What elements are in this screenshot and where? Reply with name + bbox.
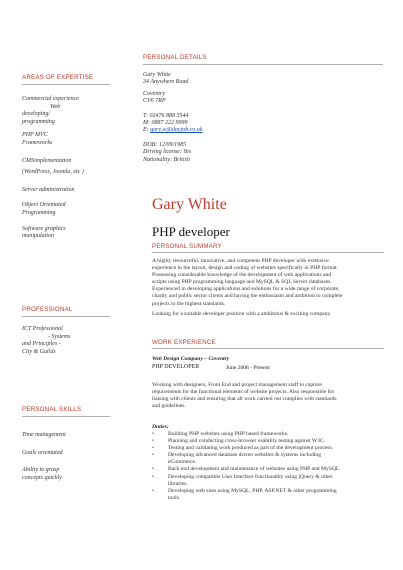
skill-item: concepts quickly: [22, 474, 62, 481]
expertise-list: [22, 96, 114, 241]
personal-skills-heading: PERSONAL SKILLS: [22, 406, 82, 413]
summary-line: charity and public sector clients and having the enthusiasm and ambition to complete: [152, 293, 343, 300]
skills-list: [22, 432, 114, 482]
divider: [152, 252, 384, 253]
skill-item: Time management: [22, 432, 66, 438]
duty-item: [152, 466, 392, 473]
personal-summary-heading: PERSONAL SUMMARY: [152, 243, 222, 250]
professional-item: - Systems: [48, 333, 71, 340]
summary-line: A highly resourceful, innovative, and competent PHP developer with extensive: [152, 258, 329, 264]
duty-item: [152, 474, 392, 488]
summary-line: experience in the layout, design and coding of websites specifically in PHP format.: [152, 265, 338, 272]
bullet: •: [152, 431, 154, 437]
job-title: PHP developer: [152, 224, 230, 239]
description-line: Working with designers, Front End and project management staff to capture: [152, 382, 322, 388]
personal-details-block: [143, 72, 343, 164]
pd-nationality: Nationality: British: [143, 156, 190, 163]
duty-item: [152, 431, 392, 438]
summary-line: scripts using PHP programming language and MySQL & SQL Server databases.: [152, 279, 332, 286]
pd-email-prefix: E:: [143, 127, 149, 134]
professional-item: ICT Professional: [22, 326, 63, 332]
expertise-item: Software graphics: [22, 225, 66, 232]
summary-line: Experienced in developing applications and solutions for a wide range of corporate,: [152, 286, 340, 293]
expertise-item: programming: [22, 118, 55, 125]
pd-city: Coventry: [143, 90, 165, 97]
email-link[interactable]: gary.w@dayjob.co.uk: [150, 127, 203, 134]
duty-line: eCommerce.: [168, 459, 197, 466]
pd-name: Gary White: [143, 72, 171, 78]
expertise-item: Commercial experience: [22, 96, 79, 102]
duty-line: Testing and validating work produced as part of the development process.: [168, 445, 334, 452]
pd-postcode: CV6 7RP: [143, 98, 166, 105]
work-experience-heading: WORK EXPERIENCE: [152, 339, 216, 346]
duty-item: [152, 488, 392, 502]
expertise-item: CMSimplementation: [22, 157, 72, 164]
expertise-item: Frameworks: [22, 139, 53, 146]
company-name: Web Design Company – Coventry: [152, 356, 230, 362]
professional-list: [22, 326, 114, 356]
expertise-item: (WordPress, Joomla, etc ): [22, 169, 84, 176]
expertise-item: Server administration: [22, 186, 75, 193]
duty-line: Developing web sites using MySQL, PHP, ASP.NET & other programming: [168, 487, 337, 494]
pd-telephone: T: 02476 888 5544: [143, 112, 189, 119]
duty-line: Planning and conducting cross-browser usability testing against W3C.: [168, 438, 326, 445]
duty-line: Developing compatible User Interface functionality using jQuery & other: [168, 473, 333, 480]
role-description: [152, 382, 392, 410]
duty-line: Back end development and maintenance of websites using PHP and MySQL.: [168, 466, 341, 473]
role-title: PHP DEVELOPER: [152, 364, 200, 370]
bullet: •: [152, 473, 154, 480]
bullet: •: [152, 445, 154, 452]
duty-line: Building PHP websites using PHP based frameworks.: [168, 431, 289, 437]
header-name: Gary White: [152, 196, 227, 213]
pd-driving-license: Driving license: Yes: [143, 149, 192, 156]
expertise-item: Web: [50, 103, 61, 110]
pd-dob: DOB: 12/09/1985: [143, 141, 187, 148]
professional-item: City & Guilds: [22, 348, 56, 355]
divider: [22, 416, 110, 417]
bullet: •: [152, 438, 154, 445]
description-line: and guidelines.: [152, 403, 186, 410]
pd-email-row: [143, 127, 343, 134]
description-line: requirements for the functional elements of website projects. Also responsible for: [152, 389, 335, 396]
duties-list: [152, 431, 392, 502]
duty-line: libraries.: [168, 480, 188, 487]
expertise-item: Object Orientated: [22, 202, 66, 209]
description-line: liaising with clients and ensuring that all work carried out complies with standards: [152, 396, 337, 403]
bullet: •: [152, 452, 154, 459]
pd-mobile: M: 0887 222 9999: [143, 120, 188, 127]
divider: [152, 348, 384, 349]
skill-item: Goals orientated: [22, 449, 63, 456]
duty-item: [152, 445, 392, 452]
summary-line: projects to the highest standards.: [152, 300, 226, 307]
summary-line: Possessing considerable knowledge of the development of web applications and: [152, 272, 332, 279]
expertise-item: manipulation: [22, 233, 55, 240]
expertise-item: PHP MVC: [22, 132, 48, 139]
areas-of-expertise-heading: AREAS OF EXPERTISE: [22, 74, 94, 81]
divider: [143, 64, 383, 65]
expertise-item: Programming: [22, 209, 56, 216]
duties-label: Duties:: [152, 424, 169, 430]
summary-text: [152, 258, 392, 318]
duty-line: tools.: [168, 494, 181, 501]
professional-item: and Principles -: [22, 341, 61, 348]
bullet: •: [152, 487, 154, 494]
expertise-item: developing/: [22, 111, 50, 118]
professional-heading: PROFESSIONAL: [22, 306, 73, 313]
divider: [22, 84, 110, 85]
skill-item: Ability to grasp: [22, 467, 60, 474]
duty-item: [152, 452, 392, 466]
bullet: •: [152, 466, 154, 473]
divider: [22, 316, 110, 317]
duty-line: Developing advanced database driven websites & systems including: [168, 452, 322, 459]
pd-address: 34 Anywhere Road: [143, 79, 189, 86]
summary-looking: Looking for a suitable developer position with a ambitious & exciting company.: [152, 310, 332, 317]
role-dates: June 2008 - Present: [226, 365, 270, 371]
personal-details-heading: PERSONAL DETAILS: [143, 54, 207, 61]
